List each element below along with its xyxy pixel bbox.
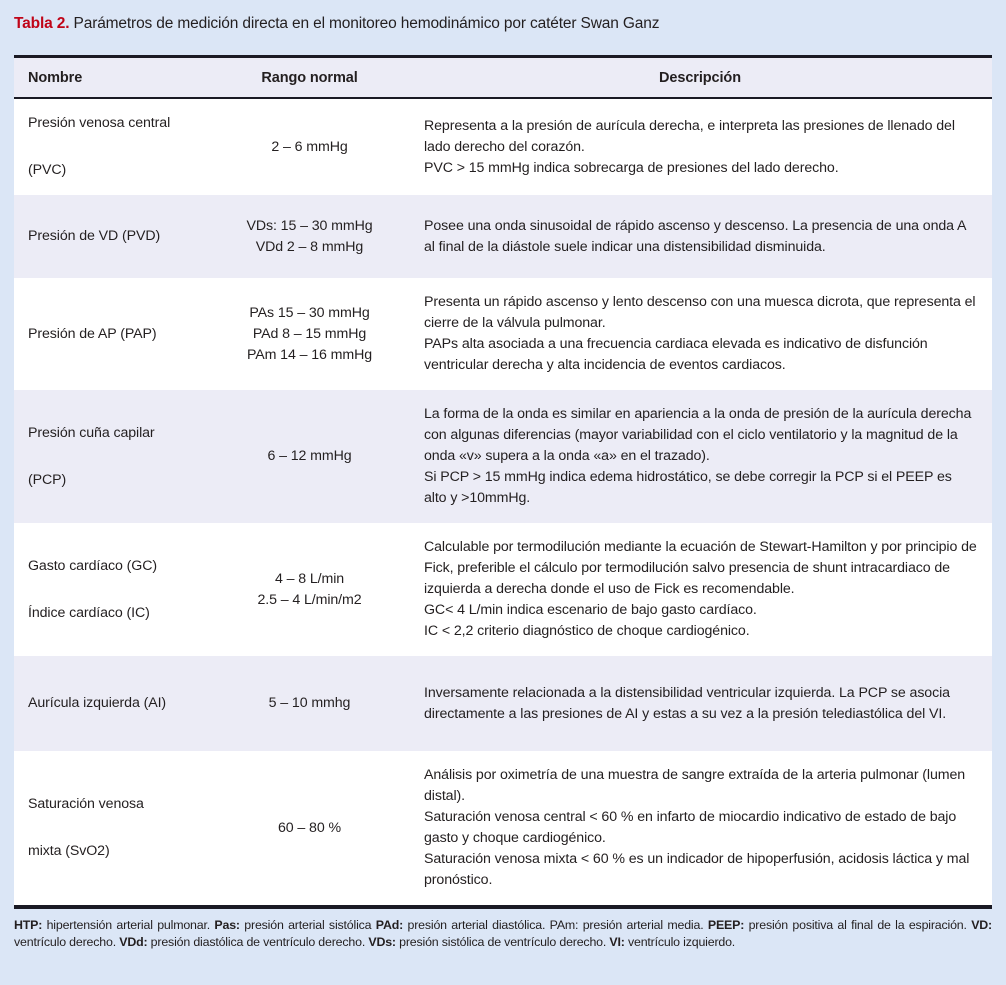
footnote-abbreviation: VDd: <box>119 934 148 949</box>
column-header-name: Nombre <box>14 58 211 98</box>
cell-parameter-name <box>14 278 211 390</box>
table-footnote <box>14 917 992 950</box>
cell-description <box>408 98 992 195</box>
swan-ganz-parameters-table <box>14 58 992 905</box>
table-body <box>14 98 992 905</box>
cell-description <box>408 656 992 751</box>
cell-normal-range <box>211 656 408 751</box>
table-row <box>14 751 992 905</box>
description-paragraph: Saturación venosa central < 60 % en infarto de miocardio indicativo de estado de bajo gasto y choque cardiogénico. <box>424 809 957 846</box>
footnote-abbreviation: VI: <box>609 934 625 949</box>
parameter-name-line: mixta (SvO2) <box>28 843 110 859</box>
description-paragraph: Posee una onda sinusoidal de rápido ascenso y descenso. La presencia de una onda A al final de la diástole suele indicar una distensibilidad disminuida. <box>424 217 966 255</box>
parameter-name-line: Presión cuña capilar <box>28 424 155 441</box>
cell-normal-range <box>211 751 408 905</box>
normal-range-line: 4 – 8 L/min <box>274 570 345 587</box>
description-paragraph: La forma de la onda es similar en apariencia a la onda de presión de la aurícula derecha con algunas diferencias (mayor variabilidad con el ciclo ventilatorio y la magnitud de la onda «v» supera a la onda «a» en el trazado). <box>424 406 972 464</box>
parameter-name-line: Índice cardíaco (IC) <box>28 604 150 621</box>
parameter-name-line: Presión venosa central <box>28 115 171 131</box>
table-header <box>14 58 992 98</box>
table-caption-text: Parámetros de medición directa en el monitoreo hemodinámico por catéter Swan Ganz <box>69 15 660 32</box>
cell-parameter-name <box>14 656 211 751</box>
table-caption-band <box>0 0 1006 55</box>
table-row <box>14 278 992 390</box>
cell-normal-range <box>211 278 408 390</box>
description-paragraph: Representa a la presión de aurícula derecha, e interpreta las presiones de llenado del lado derecho del corazón. <box>424 117 955 155</box>
parameter-name-line: Aurícula izquierda (AI) <box>28 695 167 711</box>
parameter-name-line: Presión de VD (PVD) <box>28 228 161 244</box>
normal-range-line: PAd 8 – 15 mmHg <box>252 325 367 342</box>
normal-range-line: 2.5 – 4 L/min/m2 <box>257 591 362 608</box>
normal-range-line: 6 – 12 mmHg <box>267 448 352 464</box>
description-paragraph: Análisis por oximetría de una muestra de sangre extraída de la arteria pulmonar (lumen distal). <box>424 767 966 804</box>
footnote-definition: ventrículo derecho. <box>14 934 120 949</box>
footnote-abbreviation: PEEP: <box>707 918 745 932</box>
description-paragraph: Calculable por termodilución mediante la ecuación de Stewart-Hamilton y por principio de Fick, preferible el cálculo por termodilución salvo presencia de shunt intracardiaco de izquierda a derecha donde el uso de Fick es recomendable. <box>424 539 977 597</box>
cell-normal-range <box>211 195 408 278</box>
table-row <box>14 390 992 523</box>
normal-range-line: 2 – 6 mmHg <box>271 138 348 155</box>
description-paragraph: Si PCP > 15 mmHg indica edema hidrostático, se debe corregir la PCP si el PEEP es alto y >10mmHg. <box>424 469 952 506</box>
table-caption <box>14 14 992 34</box>
footnote-definition: hipertensión arterial pulmonar. <box>42 918 215 932</box>
description-paragraph: Inversamente relacionada a la distensibilidad ventricular izquierda. La PCP se asocia directamente a las presiones de AI y estas a su vez a la presión telediastólica del VI. <box>424 684 950 722</box>
description-paragraph: Presenta un rápido ascenso y lento descenso con una muesca dicrota, que representa el cierre de la válvula pulmonar. <box>424 294 976 331</box>
footnote-definition: presión arterial diastólica. PAm: presión arterial media. <box>403 918 708 932</box>
column-header-range: Rango normal <box>211 58 408 98</box>
normal-range-line: 60 – 80 % <box>278 819 341 836</box>
footnote-abbreviation: VDs: <box>368 934 396 949</box>
parameter-name-line: (PCP) <box>28 471 67 488</box>
column-header-description: Descripción <box>408 58 992 98</box>
footnote-abbreviation: PAd: <box>375 918 404 932</box>
cell-parameter-name <box>14 523 211 656</box>
parameter-name-line: (PVC) <box>28 162 67 178</box>
cell-description <box>408 390 992 523</box>
footnote-abbreviation: HTP: <box>14 918 43 932</box>
parameter-name-line: Saturación venosa <box>28 796 144 812</box>
description-paragraph: PAPs alta asociada a una frecuencia cardiaca elevada es indicativo de disfunción ventricular derecha y alta incidencia de eventos cardiacos. <box>424 336 928 373</box>
table-row <box>14 523 992 656</box>
cell-description <box>408 195 992 278</box>
normal-range-line: PAm 14 – 16 mmHg <box>246 346 373 363</box>
description-paragraph: GC< 4 L/min indica escenario de bajo gasto cardíaco. <box>424 602 757 618</box>
table-caption-label: Tabla 2. <box>14 15 70 32</box>
cell-parameter-name <box>14 751 211 905</box>
cell-description <box>408 523 992 656</box>
cell-parameter-name <box>14 390 211 523</box>
description-paragraph: IC < 2,2 criterio diagnóstico de choque cardiogénico. <box>424 623 750 639</box>
table-row <box>14 98 992 195</box>
cell-parameter-name <box>14 98 211 195</box>
normal-range-line: 5 – 10 mmhg <box>268 695 351 711</box>
cell-parameter-name <box>14 195 211 278</box>
description-paragraph: PVC > 15 mmHg indica sobrecarga de presiones del lado derecho. <box>424 159 839 176</box>
normal-range-line: VDs: 15 – 30 mmHg <box>246 217 373 234</box>
cell-normal-range <box>211 98 408 195</box>
footnote-abbreviation: Pas: <box>214 918 240 932</box>
cell-description <box>408 751 992 905</box>
footnote-definition: presión sistólica de ventrículo derecho. <box>395 934 610 949</box>
footnote-definition: presión arterial sistólica <box>239 918 376 932</box>
table-row <box>14 656 992 751</box>
footnote-definition: presión positiva al final de la espiración. <box>744 918 972 932</box>
footnote-abbreviation: VD: <box>971 918 993 932</box>
cell-normal-range <box>211 390 408 523</box>
table-container <box>14 55 992 909</box>
cell-description <box>408 278 992 390</box>
footnote-definition: presión diastólica de ventrículo derecho. <box>147 934 369 949</box>
parameter-name-line: Presión de AP (PAP) <box>28 325 157 342</box>
table-row <box>14 195 992 278</box>
cell-normal-range <box>211 523 408 656</box>
parameter-name-line: Gasto cardíaco (GC) <box>28 557 157 574</box>
table-header-row <box>14 58 992 98</box>
normal-range-line: PAs 15 – 30 mmHg <box>249 304 370 321</box>
normal-range-line: VDd 2 – 8 mmHg <box>255 238 364 255</box>
footnote-definition: ventrículo izquierdo. <box>624 934 736 949</box>
description-paragraph: Saturación venosa mixta < 60 % es un indicador de hipoperfusión, acidosis láctica y mal pronóstico. <box>424 851 970 888</box>
